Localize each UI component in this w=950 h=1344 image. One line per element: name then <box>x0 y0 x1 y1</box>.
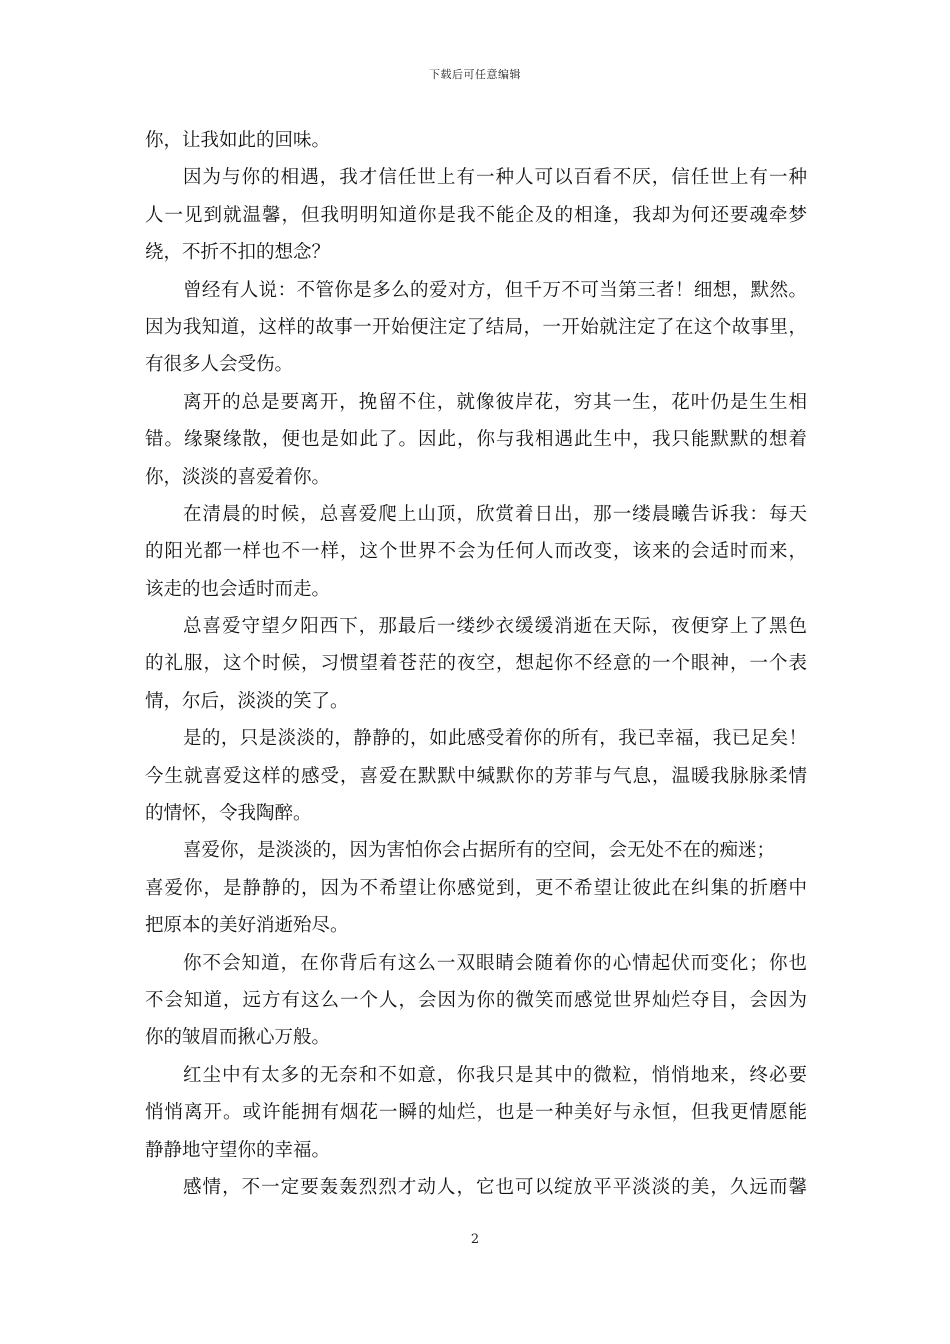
document-body <box>145 122 807 1206</box>
text-line: 喜爱你，是静静的，因为不希望让你感觉到，更不希望让彼此在纠集的折磨中 <box>145 877 807 899</box>
text-line: 有很多人会受伤。 <box>145 354 294 376</box>
text-line: 因为我知道，这样的故事一开始便注定了结局，一开始就注定了在这个故事里， <box>145 316 807 338</box>
text-line: 你的皱眉而揪心万般。 <box>145 1027 331 1049</box>
text-line: 的情怀，令我陶醉。 <box>145 803 312 825</box>
text-line: 你，让我如此的回味。 <box>145 130 331 151</box>
text-line: 该走的也会适时而走。 <box>145 578 331 600</box>
text-line: 悄悄离开。或许能拥有烟花一瞬的灿烂，也是一种美好与永恒，但我更情愿能 <box>145 1102 807 1124</box>
text-line: 今生就喜爱这样的感受，喜爱在默默中缄默你的芳菲与气息，温暖我脉脉柔情 <box>145 765 807 787</box>
page-number: 2 <box>470 1232 480 1247</box>
text-line: 不会知道，远方有这么一个人，会因为你的微笑而感觉世界灿烂夺目，会因为 <box>145 989 807 1011</box>
text-line: 错。缘聚缘散，便也是如此了。因此，你与我相遇此生中，我只能默默的想着 <box>145 429 807 451</box>
text-line: 的礼服，这个时候，习惯望着苍茫的夜空，想起你不经意的一个眼神，一个表 <box>145 653 807 675</box>
text-line: 是的，只是淡淡的，静静的，如此感受着你的所有，我已幸福，我已足矣！ <box>183 728 807 750</box>
text-line: 总喜爱守望夕阳西下，那最后一缕纱衣缓缓消逝在天际，夜便穿上了黑色 <box>183 616 807 638</box>
page-header: 下载后可任意编辑 <box>429 68 521 81</box>
text-line: 在清晨的时候，总喜爱爬上山顶，欣赏着日出，那一缕晨曦告诉我：每天 <box>183 503 807 525</box>
text-line: 红尘中有太多的无奈和不如意，你我只是其中的微粒，悄悄地来，终必要 <box>183 1064 807 1086</box>
text-line: 因为与你的相遇，我才信任世上有一种人可以百看不厌，信任世上有一种 <box>183 167 807 189</box>
text-line: 你不会知道，在你背后有这么一双眼睛会随着你的心情起伏而变化；你也 <box>183 952 807 974</box>
text-line: 人一见到就温馨，但我明明知道你是我不能企及的相逢，我却为何还要魂牵梦 <box>145 204 807 226</box>
text-line: 静静地守望你的幸福。 <box>145 1139 331 1161</box>
text-line: 绕，不折不扣的想念？ <box>145 242 331 264</box>
text-line: 把原本的美好消逝殆尽。 <box>145 915 349 937</box>
text-line: 你，淡淡的喜爱着你。 <box>145 466 331 488</box>
text-line: 喜爱你，是淡淡的，因为害怕你会占据所有的空间，会无处不在的痴迷； <box>183 840 776 862</box>
text-line: 情，尔后，淡淡的笑了。 <box>145 690 349 712</box>
text-line: 离开的总是要离开，挽留不住，就像彼岸花，穷其一生，花叶仍是生生相 <box>183 391 807 413</box>
text-line: 的阳光都一样也不一样，这个世界不会为任何人而改变，该来的会适时而来， <box>145 541 807 563</box>
text-line: 感情，不一定要轰轰烈烈才动人，它也可以绽放平平淡淡的美，久远而馨 <box>183 1176 807 1198</box>
text-line: 曾经有人说：不管你是多么的爱对方，但千万不可当第三者！细想，默然。 <box>183 279 807 301</box>
